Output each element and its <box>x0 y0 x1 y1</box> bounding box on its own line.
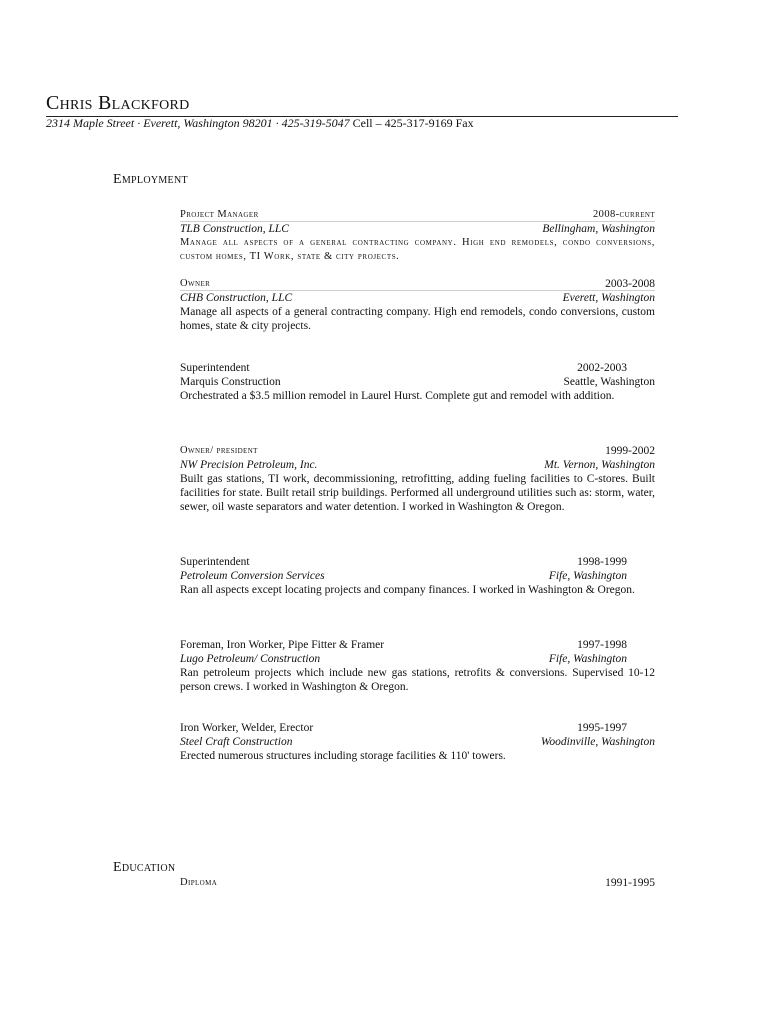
job-company: NW Precision Petroleum, Inc. <box>180 459 318 471</box>
contact-address: 2314 Maple Street · Everett, Washington 98201 · 425-319-5047 <box>46 116 350 130</box>
job-description: Manage all aspects of a general contracting company. High end remodels, condo conversions, custom homes, TI Work, state & city projects. <box>180 237 655 262</box>
job-description: Ran all aspects except locating projects and company finances. I worked in Washington & Oregon. <box>180 584 635 596</box>
job-dates: 1999-2002 <box>605 445 655 457</box>
education-dates: 1991-1995 <box>605 877 655 889</box>
job-title: Superintendent <box>180 362 250 374</box>
job-location: Seattle, Washington <box>563 376 655 388</box>
job-entry <box>180 555 655 597</box>
job-company: TLB Construction, LLC <box>180 223 289 235</box>
job-dates: 1997-1998 <box>577 639 627 651</box>
job-dates: 2002-2003 <box>577 362 627 374</box>
job-entry <box>180 361 655 403</box>
job-title: Iron Worker, Welder, Erector <box>180 722 314 734</box>
job-description: Built gas stations, TI work, decommissioning, retrofitting, adding fueling facilities to C-stores. Built facilities for state. Built retail strip buildings. Performed all underground utilities such as: storm, water, sewer, oil waste separators and water detention. I worked in Washington & Oregon. <box>180 473 655 513</box>
job-title: Owner/ president <box>180 445 258 456</box>
job-dates: 1998-1999 <box>577 556 627 568</box>
job-title: Foreman, Iron Worker, Pipe Fitter & Framer <box>180 639 385 651</box>
job-location: Everett, Washington <box>562 292 655 304</box>
job-description: Ran petroleum projects which include new gas stations, retrofits & conversions. Supervised 10-12 person crews. I worked in Washington & Oregon. <box>180 667 655 693</box>
job-company: Petroleum Conversion Services <box>180 570 325 582</box>
contact-phone: Cell – 425-317-9169 Fax <box>349 116 474 130</box>
resume-name: Chris Blackford <box>46 92 190 114</box>
job-entry <box>180 638 655 694</box>
job-description: Erected numerous structures including storage facilities & 110' towers. <box>180 750 506 762</box>
job-location: Woodinville, Washington <box>540 736 655 748</box>
job-title: Superintendent <box>180 556 250 568</box>
job-description: Manage all aspects of a general contracting company. High end remodels, condo conversions, custom homes, state & city projects. <box>180 306 655 332</box>
job-title: Owner <box>180 278 211 289</box>
job-company: Steel Craft Construction <box>180 736 293 748</box>
job-entry <box>180 444 655 514</box>
job-entry <box>180 208 655 264</box>
job-company: CHB Construction, LLC <box>180 292 293 304</box>
job-title: Project Manager <box>180 209 259 220</box>
job-description: Orchestrated a $3.5 million remodel in Laurel Hurst. Complete gut and remodel with addition. <box>180 390 615 402</box>
education-degree: Diploma <box>180 877 218 888</box>
job-company: Lugo Petroleum/ Construction <box>180 653 321 665</box>
section-employment: Employment <box>113 172 188 187</box>
section-education: Education <box>113 860 176 875</box>
contact-line <box>46 116 474 131</box>
job-location: Fife, Washington <box>548 570 627 582</box>
job-dates: 2008-current <box>593 209 655 220</box>
job-dates: 2003-2008 <box>605 278 655 290</box>
job-entry <box>180 277 655 333</box>
job-dates: 1995-1997 <box>577 722 627 734</box>
job-location: Fife, Washington <box>548 653 627 665</box>
job-company: Marquis Construction <box>180 376 281 388</box>
job-location: Mt. Vernon, Washington <box>544 459 655 471</box>
job-entry <box>180 721 655 763</box>
education-entry <box>180 877 655 891</box>
job-location: Bellingham, Washington <box>542 223 655 235</box>
